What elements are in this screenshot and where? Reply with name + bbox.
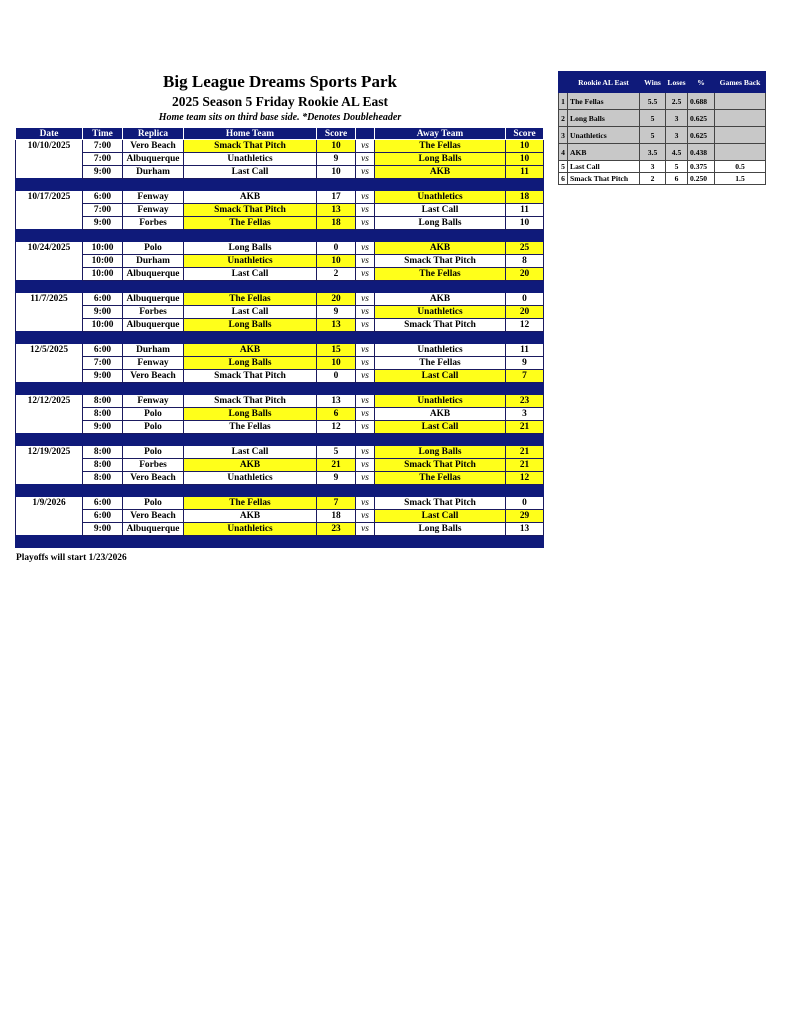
away-score: 20 <box>506 306 544 319</box>
standings-rank: 2 <box>559 110 568 127</box>
home-team: Unathletics <box>184 523 317 536</box>
away-score: 20 <box>506 268 544 281</box>
week-separator-cell <box>16 383 544 395</box>
home-score: 0 <box>317 242 356 255</box>
col-header-vs <box>356 128 375 140</box>
away-team: Long Balls <box>375 446 506 459</box>
home-team: AKB <box>184 191 317 204</box>
vs-label: vs <box>356 446 375 459</box>
standings-wins: 3.5 <box>640 144 666 161</box>
away-score: 23 <box>506 395 544 408</box>
standings-games-back <box>715 127 766 144</box>
vs-label: vs <box>356 140 375 153</box>
away-team: AKB <box>375 293 506 306</box>
game-date: 10/24/2025 <box>16 242 83 255</box>
away-team: AKB <box>375 242 506 255</box>
game-row <box>16 153 544 166</box>
away-score: 10 <box>506 140 544 153</box>
home-score: 6 <box>317 408 356 421</box>
standings-header-rank <box>559 72 568 93</box>
standings-loses: 3 <box>666 127 688 144</box>
vs-label: vs <box>356 255 375 268</box>
game-replica: Vero Beach <box>123 510 184 523</box>
game-time: 9:00 <box>83 166 123 179</box>
standings-team: AKB <box>568 144 640 161</box>
game-time: 9:00 <box>83 523 123 536</box>
vs-label: vs <box>356 344 375 357</box>
home-score: 7 <box>317 497 356 510</box>
schedule-body <box>16 140 544 548</box>
away-score: 9 <box>506 357 544 370</box>
vs-label: vs <box>356 510 375 523</box>
home-score: 10 <box>317 166 356 179</box>
game-replica: Durham <box>123 255 184 268</box>
home-score: 18 <box>317 510 356 523</box>
standings-rank: 1 <box>559 93 568 110</box>
game-time: 8:00 <box>83 395 123 408</box>
away-team: The Fellas <box>375 357 506 370</box>
game-time: 6:00 <box>83 191 123 204</box>
standings-wins: 3 <box>640 161 666 173</box>
home-team: Smack That Pitch <box>184 140 317 153</box>
game-row <box>16 459 544 472</box>
standings-team: Long Balls <box>568 110 640 127</box>
standings-rank: 6 <box>559 173 568 185</box>
home-team: AKB <box>184 344 317 357</box>
game-date <box>16 204 83 217</box>
standings-wins: 5 <box>640 127 666 144</box>
standings-pct: 0.625 <box>688 127 715 144</box>
game-replica: Albuquerque <box>123 153 184 166</box>
game-time: 7:00 <box>83 140 123 153</box>
standings-loses: 5 <box>666 161 688 173</box>
game-time: 8:00 <box>83 446 123 459</box>
home-score: 20 <box>317 293 356 306</box>
standings-games-back <box>715 110 766 127</box>
away-score: 11 <box>506 166 544 179</box>
away-team: Unathletics <box>375 395 506 408</box>
away-score: 12 <box>506 472 544 485</box>
away-team: Long Balls <box>375 153 506 166</box>
standings-pct: 0.438 <box>688 144 715 161</box>
away-team: Last Call <box>375 421 506 434</box>
home-team: Long Balls <box>184 319 317 332</box>
standings-loses: 2.5 <box>666 93 688 110</box>
vs-label: vs <box>356 153 375 166</box>
game-row <box>16 166 544 179</box>
home-team: Long Balls <box>184 357 317 370</box>
home-score: 0 <box>317 370 356 383</box>
week-separator-cell <box>16 281 544 293</box>
game-row <box>16 446 544 459</box>
game-replica: Durham <box>123 344 184 357</box>
game-date <box>16 408 83 421</box>
vs-label: vs <box>356 217 375 230</box>
game-replica: Albuquerque <box>123 293 184 306</box>
game-row <box>16 293 544 306</box>
game-row <box>16 191 544 204</box>
home-team: Last Call <box>184 268 317 281</box>
game-date: 10/17/2025 <box>16 191 83 204</box>
standings-loses: 6 <box>666 173 688 185</box>
home-team: Long Balls <box>184 408 317 421</box>
game-row <box>16 523 544 536</box>
game-time: 9:00 <box>83 217 123 230</box>
game-row <box>16 421 544 434</box>
game-time: 6:00 <box>83 293 123 306</box>
game-time: 10:00 <box>83 255 123 268</box>
standings-games-back <box>715 144 766 161</box>
col-header-home-score: Score <box>317 128 356 140</box>
away-team: Long Balls <box>375 217 506 230</box>
home-score: 15 <box>317 344 356 357</box>
game-time: 6:00 <box>83 497 123 510</box>
game-row <box>16 242 544 255</box>
game-replica: Albuquerque <box>123 268 184 281</box>
game-date <box>16 459 83 472</box>
home-team: The Fellas <box>184 421 317 434</box>
game-replica: Fenway <box>123 204 184 217</box>
game-row <box>16 472 544 485</box>
game-row <box>16 319 544 332</box>
game-row <box>16 204 544 217</box>
col-header-time: Time <box>83 128 123 140</box>
away-score: 8 <box>506 255 544 268</box>
standings-pct: 0.375 <box>688 161 715 173</box>
game-date <box>16 319 83 332</box>
game-date <box>16 153 83 166</box>
standings-table <box>558 71 766 185</box>
vs-label: vs <box>356 357 375 370</box>
away-team: Last Call <box>375 510 506 523</box>
away-score: 0 <box>506 293 544 306</box>
game-time: 7:00 <box>83 357 123 370</box>
away-score: 3 <box>506 408 544 421</box>
game-date <box>16 510 83 523</box>
away-score: 7 <box>506 370 544 383</box>
home-score: 13 <box>317 204 356 217</box>
game-row <box>16 268 544 281</box>
standings-row <box>559 173 766 185</box>
game-replica: Polo <box>123 446 184 459</box>
away-team: Smack That Pitch <box>375 497 506 510</box>
page-subtitle: 2025 Season 5 Friday Rookie AL East <box>171 94 389 109</box>
home-score: 5 <box>317 446 356 459</box>
game-replica: Polo <box>123 408 184 421</box>
away-team: Last Call <box>375 204 506 217</box>
home-team: AKB <box>184 459 317 472</box>
away-team: Unathletics <box>375 191 506 204</box>
away-team: Smack That Pitch <box>375 459 506 472</box>
game-row <box>16 140 544 153</box>
game-time: 10:00 <box>83 319 123 332</box>
game-time: 8:00 <box>83 408 123 421</box>
home-score: 21 <box>317 459 356 472</box>
vs-label: vs <box>356 497 375 510</box>
week-separator <box>16 230 544 242</box>
game-replica: Polo <box>123 497 184 510</box>
vs-label: vs <box>356 204 375 217</box>
game-date <box>16 472 83 485</box>
home-score: 2 <box>317 268 356 281</box>
standings-row <box>559 161 766 173</box>
week-separator-cell <box>16 536 544 548</box>
game-date <box>16 523 83 536</box>
standings-pct: 0.688 <box>688 93 715 110</box>
away-team: Smack That Pitch <box>375 319 506 332</box>
game-time: 9:00 <box>83 421 123 434</box>
standings-row <box>559 110 766 127</box>
home-team: The Fellas <box>184 497 317 510</box>
vs-label: vs <box>356 268 375 281</box>
away-team: Unathletics <box>375 306 506 319</box>
game-date: 12/12/2025 <box>16 395 83 408</box>
away-score: 25 <box>506 242 544 255</box>
standings-team: The Fellas <box>568 93 640 110</box>
game-date: 12/5/2025 <box>16 344 83 357</box>
game-time: 7:00 <box>83 153 123 166</box>
game-date <box>16 268 83 281</box>
game-row <box>16 255 544 268</box>
game-replica: Durham <box>123 166 184 179</box>
home-team: Last Call <box>184 446 317 459</box>
week-separator <box>16 332 544 344</box>
vs-label: vs <box>356 421 375 434</box>
away-score: 0 <box>506 497 544 510</box>
standings-team: Smack That Pitch <box>568 173 640 185</box>
standings-pct: 0.250 <box>688 173 715 185</box>
standings-pct: 0.625 <box>688 110 715 127</box>
week-separator-cell <box>16 434 544 446</box>
game-replica: Fenway <box>123 357 184 370</box>
game-row <box>16 344 544 357</box>
standings-games-back: 1.5 <box>715 173 766 185</box>
game-replica: Polo <box>123 242 184 255</box>
vs-label: vs <box>356 459 375 472</box>
game-row <box>16 497 544 510</box>
week-separator <box>16 485 544 497</box>
home-team: Long Balls <box>184 242 317 255</box>
col-header-home-team: Home Team <box>184 128 317 140</box>
col-header-away-team: Away Team <box>375 128 506 140</box>
standings-loses: 3 <box>666 110 688 127</box>
game-time: 10:00 <box>83 268 123 281</box>
away-team: AKB <box>375 408 506 421</box>
away-team: Unathletics <box>375 344 506 357</box>
week-separator <box>16 281 544 293</box>
home-score: 10 <box>317 357 356 370</box>
away-score: 10 <box>506 153 544 166</box>
standings-header-loses: Loses <box>666 72 688 93</box>
game-date <box>16 217 83 230</box>
standings-row <box>559 93 766 110</box>
home-score: 10 <box>317 255 356 268</box>
page-title: Big League Dreams Sports Park <box>163 72 397 91</box>
week-separator-cell <box>16 485 544 497</box>
standings-games-back: 0.5 <box>715 161 766 173</box>
standings-rank: 4 <box>559 144 568 161</box>
week-separator <box>16 536 544 548</box>
away-score: 21 <box>506 459 544 472</box>
week-separator-cell <box>16 230 544 242</box>
standings-team: Last Call <box>568 161 640 173</box>
game-date: 11/7/2025 <box>16 293 83 306</box>
week-separator <box>16 383 544 395</box>
game-time: 6:00 <box>83 344 123 357</box>
game-replica: Fenway <box>123 395 184 408</box>
away-score: 18 <box>506 191 544 204</box>
vs-label: vs <box>356 319 375 332</box>
away-score: 21 <box>506 446 544 459</box>
game-replica: Vero Beach <box>123 140 184 153</box>
standings-header-games-back: Games Back <box>715 72 766 93</box>
standings-wins: 2 <box>640 173 666 185</box>
home-score: 13 <box>317 319 356 332</box>
game-replica: Albuquerque <box>123 523 184 536</box>
standings-team: Unathletics <box>568 127 640 144</box>
home-team: Unathletics <box>184 153 317 166</box>
home-score: 9 <box>317 472 356 485</box>
game-replica: Forbes <box>123 459 184 472</box>
standings-rank: 5 <box>559 161 568 173</box>
standings-rank: 3 <box>559 127 568 144</box>
game-row <box>16 408 544 421</box>
game-replica: Albuquerque <box>123 319 184 332</box>
game-row <box>16 510 544 523</box>
standings-header-division: Rookie AL East <box>568 72 640 93</box>
standings-row <box>559 144 766 161</box>
game-date <box>16 421 83 434</box>
game-time: 8:00 <box>83 472 123 485</box>
home-team: Smack That Pitch <box>184 370 317 383</box>
standings-loses: 4.5 <box>666 144 688 161</box>
week-separator <box>16 434 544 446</box>
away-team: The Fellas <box>375 472 506 485</box>
home-score: 18 <box>317 217 356 230</box>
vs-label: vs <box>356 370 375 383</box>
away-score: 13 <box>506 523 544 536</box>
standings-header-row <box>559 72 766 93</box>
home-team: The Fellas <box>184 217 317 230</box>
home-team: The Fellas <box>184 293 317 306</box>
game-replica: Fenway <box>123 191 184 204</box>
game-time: 9:00 <box>83 370 123 383</box>
game-time: 9:00 <box>83 306 123 319</box>
vs-label: vs <box>356 523 375 536</box>
col-header-replica: Replica <box>123 128 184 140</box>
home-team: AKB <box>184 510 317 523</box>
game-row <box>16 306 544 319</box>
col-header-date: Date <box>16 128 83 140</box>
game-time: 10:00 <box>83 242 123 255</box>
away-team: The Fellas <box>375 268 506 281</box>
vs-label: vs <box>356 293 375 306</box>
home-score: 9 <box>317 306 356 319</box>
away-team: Long Balls <box>375 523 506 536</box>
vs-label: vs <box>356 395 375 408</box>
game-replica: Polo <box>123 421 184 434</box>
game-replica: Vero Beach <box>123 472 184 485</box>
away-team: Last Call <box>375 370 506 383</box>
standings-header-pct: % <box>688 72 715 93</box>
game-date <box>16 306 83 319</box>
away-score: 11 <box>506 344 544 357</box>
game-date <box>16 357 83 370</box>
vs-label: vs <box>356 166 375 179</box>
playoffs-note: Playoffs will start 1/23/2026 <box>16 553 127 563</box>
away-team: The Fellas <box>375 140 506 153</box>
standings-wins: 5.5 <box>640 93 666 110</box>
home-team: Smack That Pitch <box>184 204 317 217</box>
game-date: 12/19/2025 <box>16 446 83 459</box>
game-time: 7:00 <box>83 204 123 217</box>
away-team: Smack That Pitch <box>375 255 506 268</box>
game-date: 1/9/2026 <box>16 497 83 510</box>
away-score: 12 <box>506 319 544 332</box>
game-replica: Forbes <box>123 217 184 230</box>
week-separator <box>16 179 544 191</box>
home-team: Unathletics <box>184 255 317 268</box>
vs-label: vs <box>356 242 375 255</box>
standings-header-wins: Wins <box>640 72 666 93</box>
standings-wins: 5 <box>640 110 666 127</box>
vs-label: vs <box>356 472 375 485</box>
standings-body <box>559 93 766 185</box>
home-team: Smack That Pitch <box>184 395 317 408</box>
home-score: 13 <box>317 395 356 408</box>
home-team: Last Call <box>184 166 317 179</box>
game-date <box>16 166 83 179</box>
schedule-table <box>15 127 544 548</box>
game-time: 8:00 <box>83 459 123 472</box>
away-score: 29 <box>506 510 544 523</box>
standings-games-back <box>715 93 766 110</box>
home-score: 10 <box>317 140 356 153</box>
vs-label: vs <box>356 191 375 204</box>
home-team: Last Call <box>184 306 317 319</box>
away-score: 11 <box>506 204 544 217</box>
game-date <box>16 255 83 268</box>
game-row <box>16 395 544 408</box>
home-score: 9 <box>317 153 356 166</box>
away-score: 10 <box>506 217 544 230</box>
away-team: AKB <box>375 166 506 179</box>
home-score: 17 <box>317 191 356 204</box>
schedule-header-row <box>16 128 544 140</box>
game-date: 10/10/2025 <box>16 140 83 153</box>
game-row <box>16 217 544 230</box>
home-team: Unathletics <box>184 472 317 485</box>
game-replica: Forbes <box>123 306 184 319</box>
vs-label: vs <box>356 408 375 421</box>
standings-row <box>559 127 766 144</box>
game-row <box>16 357 544 370</box>
away-score: 21 <box>506 421 544 434</box>
week-separator-cell <box>16 179 544 191</box>
col-header-away-score: Score <box>506 128 544 140</box>
game-date <box>16 370 83 383</box>
week-separator-cell <box>16 332 544 344</box>
home-score: 12 <box>317 421 356 434</box>
vs-label: vs <box>356 306 375 319</box>
schedule-note: Home team sits on third base side. *Denotes Doubleheader <box>158 112 402 123</box>
home-score: 23 <box>317 523 356 536</box>
game-replica: Vero Beach <box>123 370 184 383</box>
game-time: 6:00 <box>83 510 123 523</box>
game-row <box>16 370 544 383</box>
